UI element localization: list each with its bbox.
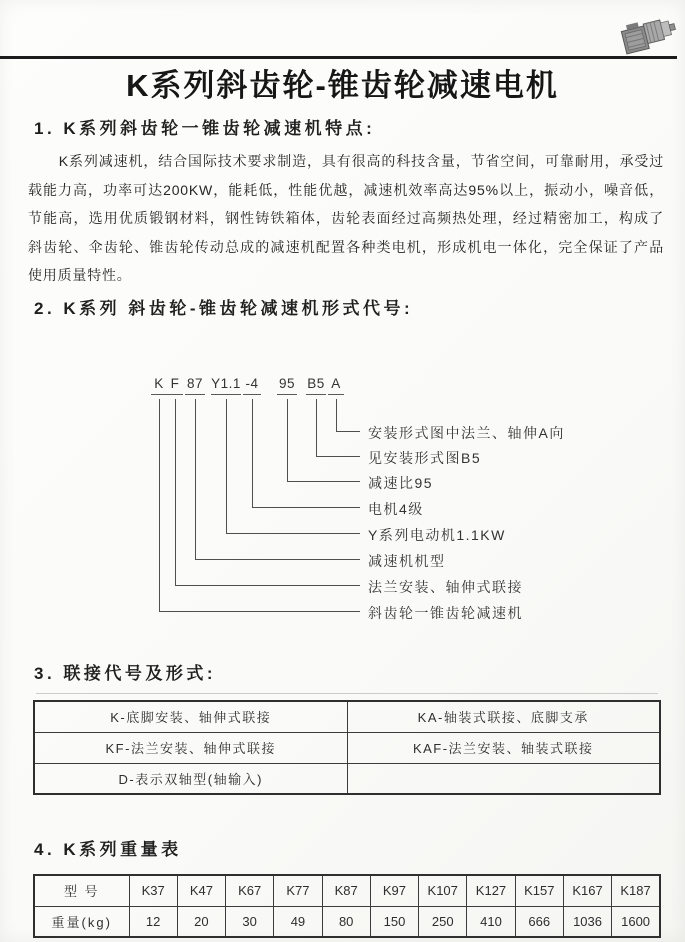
code-meaning-label: 减速机机型 [368,553,446,569]
connector-line [175,585,360,586]
code-meaning-label: Y系列电动机1.1KW [368,527,506,543]
table-cell: 666 [515,906,563,937]
table-header-cell: 型 号 [34,875,129,906]
header-divider [0,56,677,59]
connector-line [195,399,196,559]
code-segment: 95 [277,376,297,395]
code-segment: Y1.1 [211,376,241,395]
table-cell: KA-轴装式联接、底脚支承 [347,701,660,732]
table-cell [347,763,660,794]
code-segment: F [167,376,183,395]
table-row [34,732,660,763]
table-cell: K-底脚安装、轴伸式联接 [34,701,347,732]
table-header-cell: K167 [563,875,611,906]
table-header-cell: K127 [467,875,515,906]
code-segment: B5 [306,376,326,395]
table-cell: 20 [177,906,225,937]
connector-line [287,399,288,481]
table-cell: 重量(kg) [34,906,129,937]
connector-line [316,456,360,457]
section2-heading: 2. K系列 斜齿轮-锥齿轮减速机形式代号: [34,299,414,318]
section4-heading: 4. K系列重量表 [34,840,182,859]
section3-heading: 3. 联接代号及形式: [34,664,217,683]
table-header-cell: K87 [322,875,370,906]
connector-line [159,399,160,611]
table-cell: 150 [370,906,418,937]
table-header-cell: K77 [274,875,322,906]
code-segment: A [328,376,344,395]
table-cell: 80 [322,906,370,937]
gear-motor-photo-icon [617,10,681,60]
connector-line [226,533,360,534]
code-meaning-label: 斜齿轮一锥齿轮减速机 [368,605,523,621]
table-row [34,763,660,794]
connector-line [226,399,227,533]
table-row [34,701,660,732]
code-meaning-label: 减速比95 [368,475,434,491]
table-row [34,875,660,906]
code-segment: 87 [185,376,205,395]
table-header-cell: K67 [226,875,274,906]
table-cell: 12 [129,906,177,937]
code-meaning-label: 法兰安装、轴伸式联接 [368,579,523,595]
weight-table [33,874,661,938]
code-segment: -4 [243,376,261,395]
connector-line [175,399,176,585]
connector-line [336,399,337,431]
table-top-rule [36,693,658,694]
table-cell: D-表示双轴型(轴输入) [34,763,347,794]
code-meaning-label: 电机4级 [368,501,424,517]
table-cell: KF-法兰安装、轴伸式联接 [34,732,347,763]
connector-line [159,611,360,612]
table-header-cell: K107 [419,875,467,906]
connection-code-table [33,700,661,795]
connector-line [252,507,360,508]
table-cell: 1600 [612,906,660,937]
code-meaning-label: 安装形式图中法兰、轴伸A向 [368,425,565,441]
table-cell: 250 [419,906,467,937]
table-cell: 30 [226,906,274,937]
table-header-cell: K47 [177,875,225,906]
section1-heading: 1. K系列斜齿轮一锥齿轮减速机特点: [34,119,376,138]
table-cell: 410 [467,906,515,937]
table-cell: KAF-法兰安装、轴装式联接 [347,732,660,763]
table-header-cell: K157 [515,875,563,906]
connector-line [316,399,317,456]
connector-line [252,399,253,507]
connector-line [195,559,360,560]
table-header-cell: K97 [370,875,418,906]
connector-line [287,481,360,482]
table-cell: 49 [274,906,322,937]
connector-line [336,431,360,432]
page-title: K系列斜齿轮-锥齿轮减速电机 [126,68,559,103]
code-meaning-label: 见安装形式图B5 [368,450,482,466]
code-segment: K [151,376,167,395]
table-cell: 1036 [563,906,611,937]
features-paragraph: K系列减速机，结合国际技术要求制造，具有很高的科技含量，节省空间，可靠耐用，承受过载能力高，功率可达200KW，能耗低，性能优越，减速机效率高达95%以上，振动小，噪音低，节能高，选用优质锻钢材料，钢性铸铁箱体，齿轮表面经过高频热处理，经过精密加工，构成了斜齿轮、伞齿轮、锥齿轮传动总成的减速机配置各种类电机，形成机电一体化，完全保证了产品使用质量特性。 [28,153,664,283]
table-header-cell: K37 [129,875,177,906]
table-row [34,906,660,937]
table-header-cell: K187 [612,875,660,906]
